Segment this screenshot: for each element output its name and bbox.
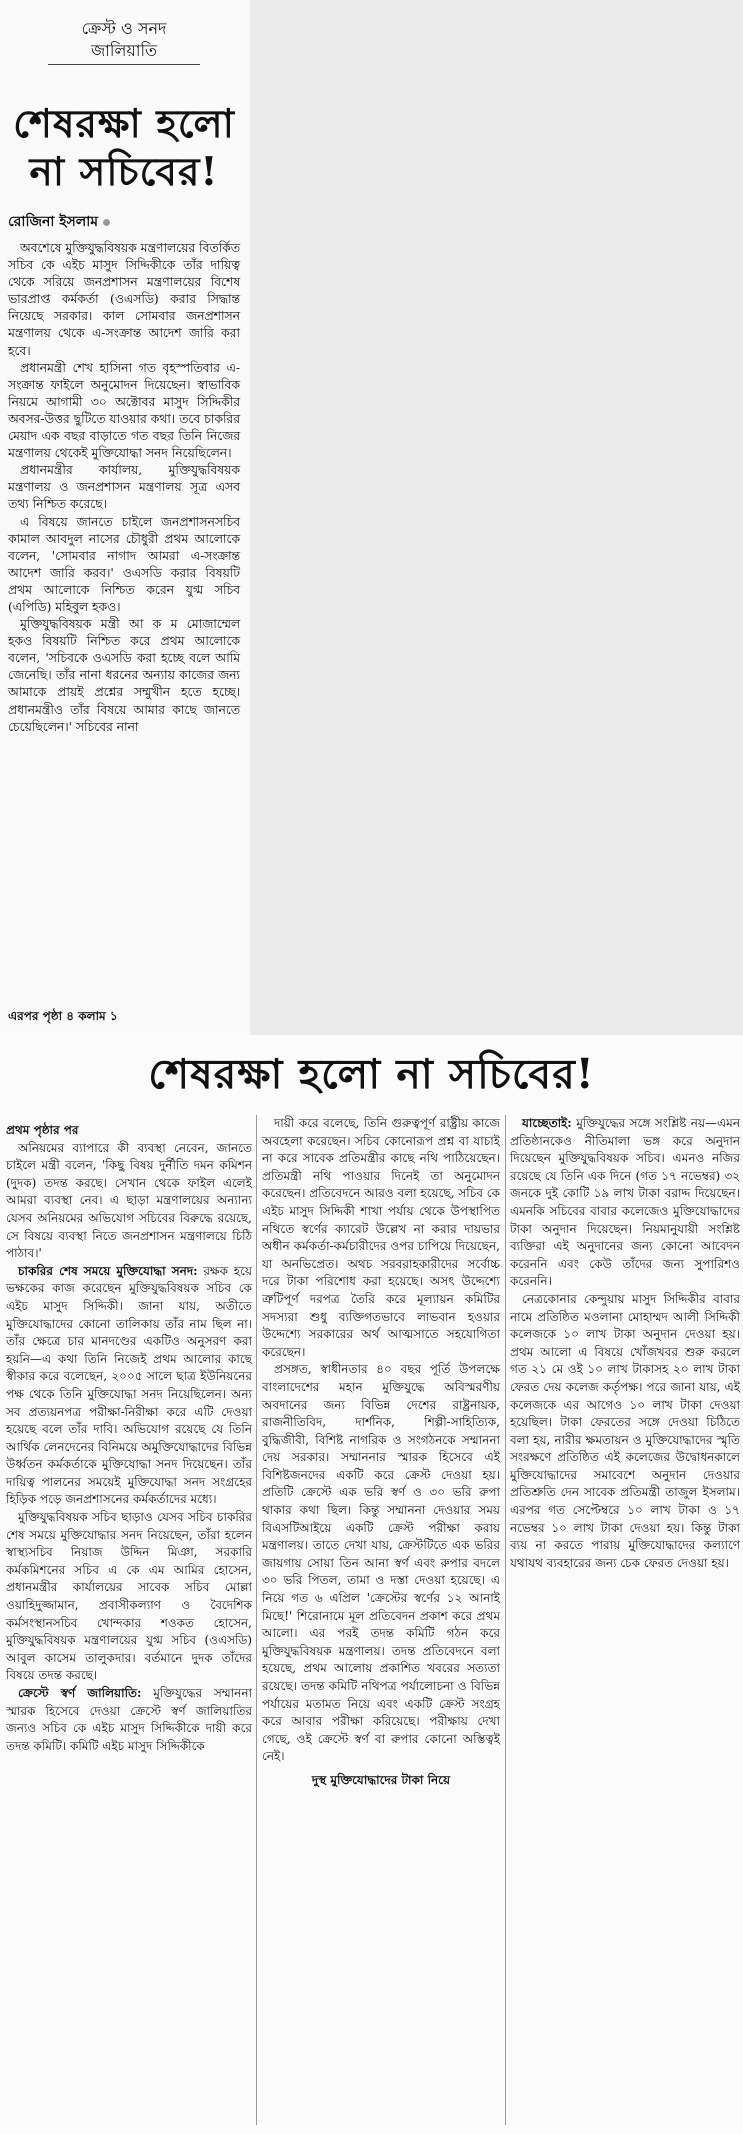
subhead: চাকরির শেষ সময়ে মুক্তিযোদ্ধা সনদ: [18, 1263, 198, 1278]
inside-paragraph: দায়ী করে বলেছে, তিনি গুরুত্বপূর্ণ রাষ্ট্রীয় কাজে অবহেলা করেছেন। সচিব কোনোরূপ প্রশ্ন বা যাচাই না করে সাবেক প্রতিমন্ত্রীর কাছে নথি পাঠিয়েছেন। প্রতিমন্ত্রী নথি পাওয়ার দিনেই তা অনুমোদন করেছেন। প্রতিবেদনে আরও বলা হয়েছে, সচিব কে এইচ মাসুদ সিদ্দিকী শাখা পর্যায় থেকে উপস্থাপিত নথিতে স্বর্ণের ক্যারেট উল্লেখ না করার দায়ভার অধীন কর্মকর্তা-কর্মচারীদের ওপর চাপিয়ে দিয়েছেন, যা অনভিপ্রেত। অথচ সরবরাহকারীদের সর্বোচ্চ দরে টাকা পরিশোধ করা হয়েছে। অসৎ উদ্দেশ্যে ত্রুটিপূর্ণ দরপত্র তৈরি করে মূল্যায়ন কমিটির সদস্যরা শুধু ব্যক্তিগতভাবে লাভবান হওয়ার উদ্দেশ্যে সরকারের অর্থ আত্মসাতে সহযোগিতা করেছেন। [262, 1116, 500, 1359]
inside-paragraph [6, 1263, 252, 1509]
inside-paragraph-text: মুক্তিযুদ্ধের সঙ্গে সংশ্লিষ্ট নয়—এমন প্রতিষ্ঠানকেও নীতিমালা ভঙ্গ করে অনুদান দিয়েছেন মুক্তিযুদ্ধবিষয়ক সচিব। এমনও নজির রয়েছে যে তিনি এক দিনে (গত ১৭ নভেম্বর) ৩২ জনকে দুই কোটি ১৯ লাখ টাকা বরাদ্দ দিয়েছেন। এমনকি সচিবের বাবার কলেজেও মুক্তিযোদ্ধাদের টাকা অনুদান দিয়েছেন। নিয়মানুযায়ী সংশ্লিষ্ট ব্যক্তিরা এই অনুদানের জন্য কোনো আবেদন করেননি এবং কেউ তাঁদের জন্য সুপারিশও করেননি। [510, 1116, 740, 1289]
inside-column-2 [262, 1115, 500, 1790]
inside-paragraph: মুক্তিযুদ্ধবিষয়ক সচিব ছাড়াও যেসব সচিব চাকরির শেষ সময়ে মুক্তিযোদ্ধার সনদ নিয়েছেন, তাঁরা হলেন স্বাস্থ্যসচিব নিয়াজ উদ্দিন মিঞা, সরকারি কর্মকমিশনের সচিব এ কে এম আমির হোসেন, প্রধানমন্ত্রীর কার্যালয়ের সাবেক সচিব মোল্লা ওয়াহিদুজ্জামান, প্রবাসীকল্যাণ ও বৈদেশিক কর্মসংস্থানসচিব খোন্দকার শওকত হোসেন, মুক্তিযুদ্ধবিষয়ক মন্ত্রণালয়ের যুগ্ম সচিব (ওএসডি) আবুল কাসেম তালুকদার। বর্তমানে দুদক তাঁদের বিষয়ে তদন্ত করছে। [6, 1510, 252, 1683]
subhead: ক্রেস্টে স্বর্ণ জালিয়াতি: [18, 1686, 142, 1700]
kicker-underline [48, 64, 200, 65]
front-body [8, 240, 240, 736]
inside-paragraph: অনিয়মের ব্যাপারে কী ব্যবস্থা নেবেন, জানতে চাইলে মন্ত্রী বলেন, 'কিছু বিষয় দুর্নীতি দমন কমিশন (দুদক) তদন্ত করছে। সেখান থেকে ফাইল এলেই আমরা ব্যবস্থা নেব। এ ছাড়া মন্ত্রণালয়ের অন্যান্য যেসব অনিয়মের অভিযোগ সচিবের বিরুদ্ধে রয়েছে, সে বিষয়ে ব্যবস্থা নিতে জনপ্রশাসন মন্ত্রণালয়ে চিঠি পাঠাব।' [6, 1140, 252, 1261]
front-paragraph: এ বিষয়ে জানতে চাইলে জনপ্রশাসনসচিব কামাল আবদুল নাসের চৌধুরী প্রথম আলোকে বলেন, 'সোমবার নাগাদ আমরা এ-সংক্রান্ত আদেশ জারি করব।' ওএসডি করার বিষয়টি প্রথম আলোকে নিশ্চিত করেন যুগ্ম সচিব (এপিডি) মহিবুল হকও। [8, 514, 240, 614]
inside-column-3 [510, 1115, 740, 1572]
kicker [8, 18, 240, 65]
front-paragraph: মুক্তিযুদ্ধবিষয়ক মন্ত্রী আ ক ম মোজাম্মেল হকও বিষয়টি নিশ্চিত করে প্রথম আলোকে বলেন, 'সচিবকে ওএসডি করা হচ্ছে বলে আমি জেনেছি। তাঁর নানা ধরনের অন্যায় কাজের জন্য আমাকে প্রায়ই প্রশ্নের সম্মুখীন হতে হচ্ছে। প্রধানমন্ত্রীও তাঁর বিষয়ে আমার কাছে জানতে চেয়েছিলেন।' সচিবের নানা [8, 617, 240, 734]
front-paragraph: প্রধানমন্ত্রী শেখ হাসিনা গত বৃহস্পতিবার এ-সংক্রান্ত ফাইলে অনুমোদন দিয়েছেন। স্বাভাবিক নিয়মে আগামী ৩০ অক্টোবর মাসুদ সিদ্দিকীর অবসর-উত্তর ছুটিতে যাওয়ার কথা। তবে চাকরির মেয়াদ এক বছর বাড়াতে গত বছর তিনি নিজের মন্ত্রণালয় থেকেই মুক্তিযোদ্ধা সনদ নিয়েছিলেন। [8, 360, 240, 461]
kicker-line-2: জালিয়াতি [90, 41, 158, 60]
inside-paragraph: প্রসঙ্গত, স্বাধীনতার ৪০ বছর পূর্তি উপলক্ষে বাংলাদেশের মহান মুক্তিযুদ্ধে অবিস্মরণীয় অবদানের জন্য বিভিন্ন দেশের রাষ্ট্রনায়ক, রাজনীতিবিদ, দার্শনিক, শিল্পী-সাহিত্যিক, বুদ্ধিজীবী, বিশিষ্ট নাগরিক ও সংগঠনকে সম্মাননা দেয় সরকার। সম্মাননার স্মারক হিসেবে এই বিশিষ্টজনদের একটি করে ক্রেস্ট দেওয়া হয়। প্রতিটি ক্রেস্টে এক ভরি স্বর্ণ ও ৩০ ভরি রুপা থাকার কথা ছিল। কিন্তু সম্মাননা দেওয়ার সময় বিএসটিআইয়ে একটি ক্রেস্ট পরীক্ষা করায় মন্ত্রণালয়। তাতে দেখা যায়, ক্রেস্টটিতে এক ভরির জায়গায় সোয়া তিন আনা স্বর্ণ এবং রুপার বদলে ৩০ ভরি পিতল, তামা ও দস্তা দেওয়া হয়েছে। এ নিয়ে গত ৬ এপ্রিল 'ক্রেস্টের স্বর্ণের ১২ আনাই মিছে!' শিরোনামে মূল প্রতিবেদন প্রকাশ করে প্রথম আলো। এর পরই তদন্ত কমিটি গঠন করে মুক্তিযুদ্ধবিষয়ক মন্ত্রণালয়। তদন্ত প্রতিবেদনে বলা হয়েছে, প্রথম আলোয় প্রকাশিত খবরের সত্যতা রয়েছে। তদন্ত কমিটি নথিপত্র পর্যালোচনা ও বিভিন্ন পর্যায়ের মতামত নিয়ে এবং একটি ক্রেস্ট সংগ্রহ করে আবার পরীক্ষা করিয়েছে। পরীক্ষায় দেখা গেছে, ওই ক্রেস্টে স্বর্ণ বা রুপার কোনো অস্তিত্বই নেই। [262, 1362, 500, 1764]
inside-paragraph-text: মুক্তিযুদ্ধের সম্মাননা স্মারক হিসেবে দেওয়া ক্রেস্টে স্বর্ণ জালিয়াতির জন্যও সচিব কে এইচ মাসুদ সিদ্দিকীকে দায়ী করে তদন্ত কমিটি। কমিটি এইচ মাসুদ সিদ্দিকীকে [6, 1686, 252, 1753]
front-headline-line-2: না সচিবের! [29, 149, 219, 195]
inside-paragraph [6, 1685, 252, 1755]
kicker-line-1: ক্রেস্ট ও সনদ [81, 19, 167, 38]
front-headline-line-1: শেষরক্ষা হলো [13, 101, 235, 147]
clipping-front-page [0, 0, 250, 1035]
front-headline [8, 100, 240, 196]
inside-column-1 [6, 1122, 252, 1755]
continued-note: এরপর পৃষ্ঠা ৪ কলাম ১ [8, 1009, 118, 1023]
inside-paragraph [510, 1115, 740, 1291]
front-paragraph: অবশেষে মুক্তিযুদ্ধবিষয়ক মন্ত্রণালয়ের বিতর্কিত সচিব কে এইচ মাসুদ সিদ্দিকীকে তাঁর দায়িত্ব থেকে সরিয়ে জনপ্রশাসন মন্ত্রণালয়ের বিশেষ ভারপ্রাপ্ত কর্মকর্তা (ওএসডি) করার সিদ্ধান্ত নিয়েছে সরকার। কাল সোমবার জনপ্রশাসন মন্ত্রণালয় থেকে এ-সংক্রান্ত আদেশ জারি করা হবে। [8, 241, 240, 358]
byline-author: রোজিনা ইসলাম [8, 214, 99, 230]
from-front-label: প্রথম পৃষ্ঠার পর [6, 1123, 79, 1137]
subhead: যাচ্ছেতাই: [522, 1116, 572, 1130]
inside-paragraph-text: রক্ষক হয়ে ভক্ষকের কাজ করেছেন মুক্তিযুদ্ধবিষয়ক সচিব কে এইচ মাসুদ সিদ্দিকী। জানা যায়, অতীতে মুক্তিযোদ্ধাদের কোনো তালিকায় তাঁর নাম ছিল না। তাঁর ক্ষেত্রে চার মানদণ্ডের একটিও অনুসরণ করা হয়নি—এ কথা তিনি নিজেই প্রথম আলোর কাছে স্বীকার করে বলেছেন, ২০০৫ সালে ছাত্র ইউনিয়নের পক্ষ থেকে তিনি মুক্তিযোদ্ধা সনদ নিয়েছিলেন। অন্য সব প্রত্যয়নপত্র পরীক্ষা-নিরীক্ষা করে এটি দেওয়া হয়েছে বলে তাঁর দাবি। অভিযোগ রয়েছে যে তিনি আর্থিক লেনদেনের বিনিময়ে অমুক্তিযোদ্ধাদের বিভিন্ন উর্ধ্বতন কর্মকর্তাকে মুক্তিযোদ্ধা সনদ দিয়েছেন। তাঁর দায়িত্ব পালনের সময়েই মুক্তিযোদ্ধা সনদ সংগ্রহের হিড়িক পড়ে জনপ্রশাসনের কর্মকর্তাদের মধ্যে। [6, 1263, 252, 1507]
subhead: দুস্থ মুক্তিযোদ্ধাদের টাকা নিয়ে [311, 1772, 451, 1787]
front-paragraph: প্রধানমন্ত্রীর কার্যালয়, মুক্তিযুদ্ধবিষয়ক মন্ত্রণালয় ও জনপ্রশাসন মন্ত্রণালয় সূত্র এসব তথ্য নিশ্চিত করেছে। [8, 463, 240, 512]
inside-paragraph: নেত্রকোনার কেন্দুয়ায় মাসুদ সিদ্দিকীর বাবার নামে প্রতিষ্ঠিত মওলানা মোহাম্মদ আলী সিদ্দিকী কলেজকে ১০ লাখ টাকা অনুদান দেওয়া হয়। প্রথম আলো এ বিষয়ে খোঁজখবর শুরু করলে গত ২১ মে ওই ১০ লাখ টাকাসহ ২০ লাখ টাকা ফেরত দেয় কলেজ কর্তৃপক্ষ। পরে জানা যায়, এই কলেজকে এর আগেও ১০ লাখ টাকা দেওয়া হয়েছিল। টাকা ফেরতের সঙ্গে দেওয়া চিঠিতে বলা হয়, নারীর ক্ষমতায়ন ও মুক্তিযোদ্ধাদের স্মৃতি সংরক্ষণে প্রতিষ্ঠিত এই কলেজের উদ্বোধনকালে মুক্তিযোদ্ধাদের সমাবেশে অনুদান দেওয়ার প্রতিশ্রুতি দেন সাবেক প্রতিমন্ত্রী তাজুল ইসলাম। এরপর গত সেপ্টেম্বরে ১০ লাখ টাকা ও ১৭ নভেম্বর ১০ লাখ টাকা দেওয়া হয়। কিন্তু টাকা ব্যয় না করতে পারায় মুক্তিযোদ্ধাদের কল্যাণে যথাযথ ব্যবহারের জন্য চেক ফেরত দেওয়া হয়। [510, 1291, 740, 1570]
byline [8, 210, 110, 234]
inside-headline: শেষরক্ষা হলো না সচিবের! [148, 1050, 595, 1098]
byline-dot-icon [103, 219, 110, 226]
column-rule [256, 1115, 257, 2125]
column-rule [505, 1115, 506, 2125]
